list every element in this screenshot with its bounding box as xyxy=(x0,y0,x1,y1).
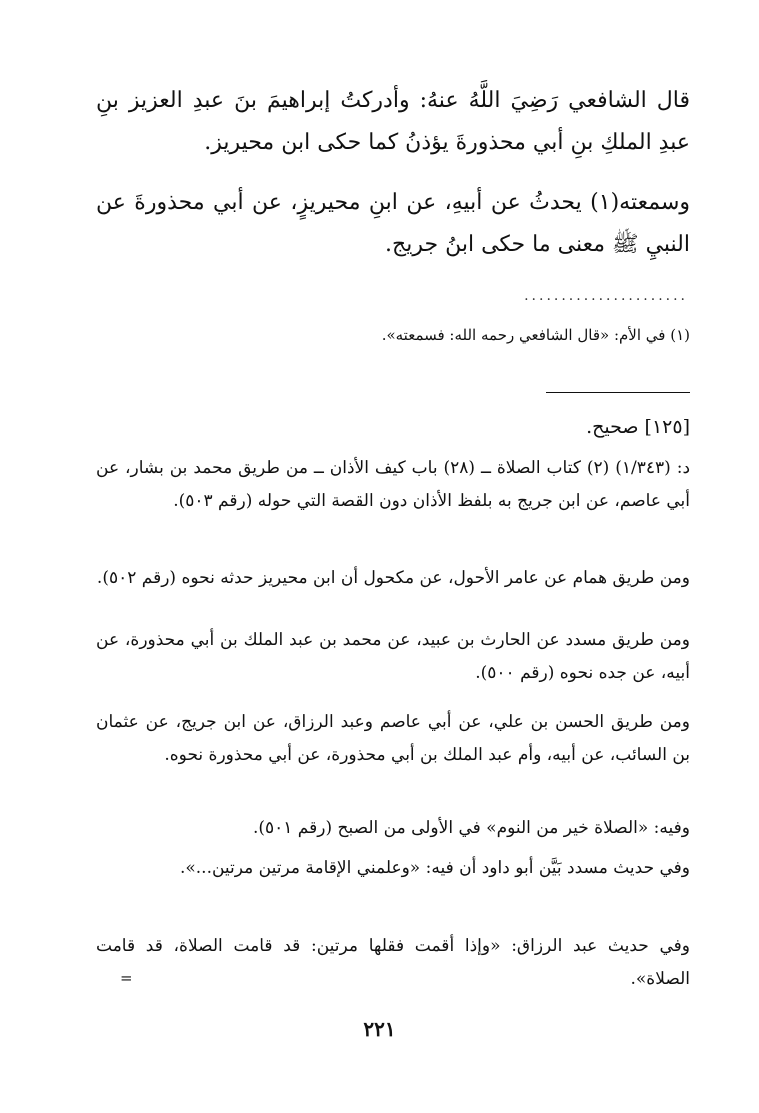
note-paragraph-6: وفي حديث مسدد بَيَّن أبو داود أن فيه: «وعلمني الإقامة مرتين مرتين...». xyxy=(179,858,690,878)
section-divider xyxy=(546,392,690,393)
footnote: (١) في الأم: «قال الشافعي رحمه الله: فسمعته». xyxy=(381,326,690,344)
main-paragraph-1: قال الشافعي رَضِيَ اللَّهُ عنهُ: وأدركتُ إبراهيمَ بنَ عبدِ العزيز بنِ عبدِ الملكِ بنِ أبي محذورةَ يؤذنُ كما حكى ابن محيريز. xyxy=(96,88,690,155)
main-paragraph-2: وسمعته(١) يحدثُ عن أبيهِ، عن ابنِ محيريزٍ، عن أبي محذورةَ عن النبيِ ﷺ معنى ما حكى ابنُ جريج. xyxy=(96,190,690,257)
note-paragraph-4: ومن طريق الحسن بن علي، عن أبي عاصم وعبد الرزاق، عن ابن جريج، عن عثمان بن السائب، عن أبيه، وأم عبد الملك بن أبي محذورة، عن أبي محذورة نحوه. xyxy=(96,712,690,765)
section-title: [١٢٥] صحيح. xyxy=(586,416,690,438)
note-paragraph-3: ومن طريق مسدد عن الحارث بن عبيد، عن محمد بن عبد الملك بن أبي محذورة، عن أبيه، عن جده نحوه (رقم ٥٠٠). xyxy=(96,630,690,683)
note-paragraph-5: وفيه: «الصلاة خير من النوم» في الأولى من الصبح (رقم ٥٠١). xyxy=(252,818,690,838)
note-paragraph-7: وفي حديث عبد الرزاق: «وإذا أقمت فقلها مرتين: قد قامت الصلاة، قد قامت الصلاة». xyxy=(96,936,690,989)
continuation-mark: = xyxy=(120,969,133,987)
note-paragraph-2: ومن طريق همام عن عامر الأحول، عن مكحول أن ابن محيريز حدثه نحوه (رقم ٥٠٢). xyxy=(96,568,690,588)
note-paragraph-1: د: (١/٣٤٣) (٢) كتاب الصلاة ــ (٢٨) باب كيف الأذان ــ من طريق محمد بن بشار، عن أبي عاصم، عن ابن جريج به بلفظ الأذان دون القصة التي حوله (رقم ٥٠٣). xyxy=(96,458,691,511)
page-number: ٢٢١ xyxy=(363,1017,396,1041)
footnote-separator: ...................... xyxy=(524,288,688,304)
